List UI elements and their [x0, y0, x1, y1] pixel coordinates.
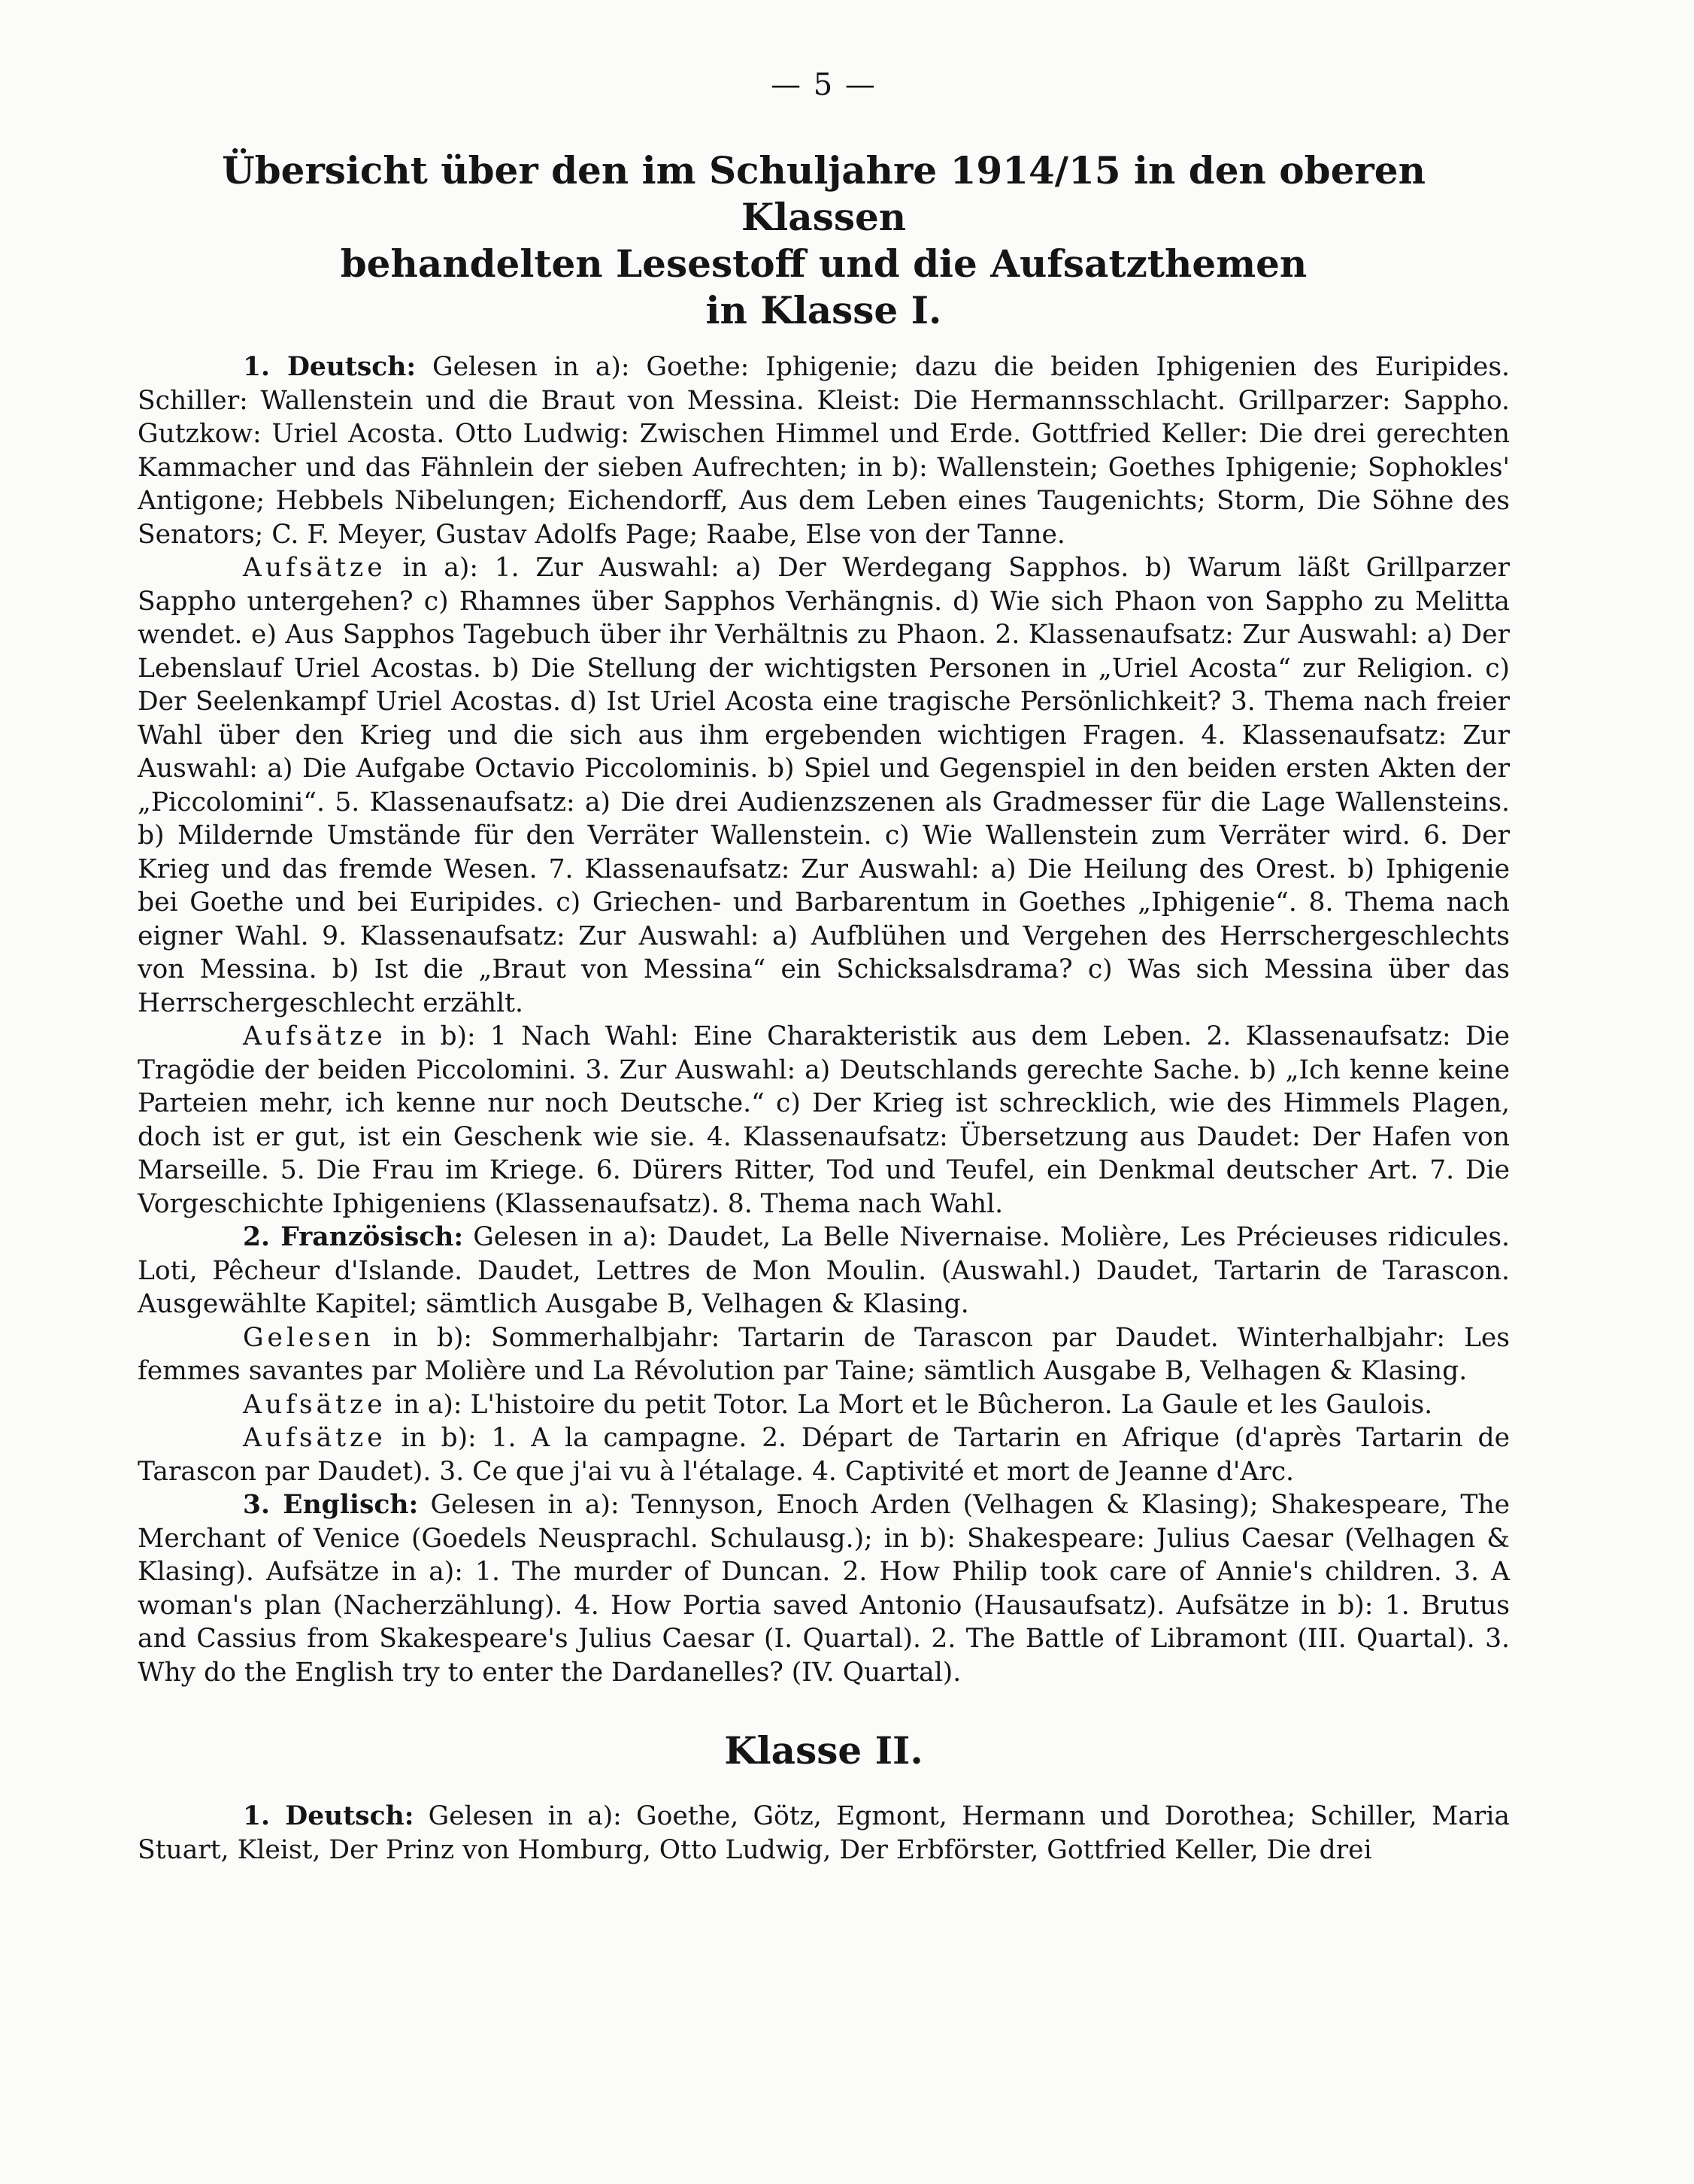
page-title: [138, 147, 1510, 334]
paragraph-lead: 1. Deutsch:: [243, 352, 417, 382]
paragraph-lead: 3. Englisch:: [243, 1490, 419, 1520]
paragraph-gelesen-b: [138, 1321, 1510, 1388]
class-ii-heading: Klasse II.: [724, 1728, 923, 1773]
paragraph-lead: Aufsätze: [243, 553, 386, 583]
paragraph-text: in a): 1. Zur Auswahl: a) Der Werdegang Sapphos. b) Warum läßt Grillparzer Sappho untergehen? c) Rhamnes über Sapphos Verhängnis. d) Wie sich Phaon von Sappho zu Melitta wendet. e) Aus Sapphos Tagebuch über ihr Verhältnis zu Phaon. 2. Klassenaufsatz: Zur Auswahl: a) Der Lebenslauf Uriel Acostas. b) Die Stellung der wichtigsten Personen in „Uriel Acosta“ zur Religion. c) Der Seelenkampf Uriel Acostas. d) Ist Uriel Acosta eine tragische Persönlichkeit? 3. Thema nach freier Wahl über den Krieg und die sich aus ihm ergebenden wichtigen Fragen. 4. Klassenaufsatz: Zur Auswahl: a) Die Aufgabe Octavio Piccolominis. b) Spiel und Gegenspiel in den beiden ersten Akten der „Piccolomini“. 5. Klassenaufsatz: a) Die drei Audienzszenen als Gradmesser für die Lage Wallensteins. b) Mildernde Umstände für den Verräter Wallenstein. c) Wie Wallenstein zum Verräter wird. 6. Der Krieg und das fremde Wesen. 7. Klassenaufsatz: Zur Auswahl: a) Die Heilung des Orest. b) Iphigenie bei Goethe und bei Euripides. c) Griechen- und Barbarentum in Goethes „Iphigenie“. 8. Thema nach eigner Wahl. 9. Klassenaufsatz: Zur Auswahl: a) Aufblühen und Vergehen des Herrschergeschlechts von Messina. b) Ist die „Braut von Messina“ ein Schicksalsdrama? c) Was sich Messina über das Herrschergeschlecht erzählt.: [138, 553, 1510, 1018]
paragraph-text: in b): Sommerhalbjahr: Tartarin de Tarascon par Daudet. Winterhalbjahr: Les femmes savantes par Molière und La Révolution par Taine; sämtlich Ausgabe B, Velhagen & Klasing.: [138, 1322, 1510, 1386]
paragraph-aufsaetze-b: [138, 1020, 1510, 1221]
paragraph-lead: 2. Französisch:: [243, 1222, 464, 1252]
title-line-2: behandelten Lesestoff und die Aufsatzthemen: [340, 241, 1308, 286]
paragraph-text: in a): L'histoire du petit Totor. La Mort et le Bûcheron. La Gaule et les Gaulois.: [386, 1389, 1433, 1420]
paragraph-deutsch: [138, 350, 1510, 551]
paragraph-lead: Aufsätze: [243, 1389, 386, 1420]
paragraph-lead: 1. Deutsch:: [243, 1801, 414, 1831]
paragraph-englisch: [138, 1488, 1510, 1689]
paragraph-text: in b): 1. A la campagne. 2. Départ de Tartarin en Afrique (d'après Tartarin de Tarascon par Daudet). 3. Ce que j'ai vu à l'étalage. 4. Captivité et mort de Jeanne d'Arc.: [138, 1423, 1510, 1487]
paragraph-class2-deutsch: [138, 1800, 1510, 1867]
paragraph-text: Gelesen in a): Tennyson, Enoch Arden (Velhagen & Klasing); Shakespeare, The Merchant of Venice (Goedels Neusprachl. Schulausg.); in b): Shakespeare: Julius Caesar (Velhagen & Klasing). Aufsätze in a): 1. The murder of Duncan. 2. How Philip took care of Annie's children. 3. A woman's plan (Nacherzählung). 4. How Portia saved Antonio (Hausaufsatz). Aufsätze in b): 1. Brutus and Cassius from Skakespeare's Julius Caesar (I. Quartal). 2. The Battle of Libramont (III. Quartal). 3. Why do the English try to enter the Dardanelles? (IV. Quartal).: [138, 1490, 1510, 1688]
paragraph-fr-aufsaetze-b: [138, 1421, 1510, 1488]
paragraph-lead: Gelesen: [243, 1322, 374, 1353]
paragraph-lead: Aufsätze: [243, 1021, 386, 1051]
paragraph-fr-aufsaetze-a: [138, 1388, 1510, 1422]
paragraph-text: Gelesen in a): Goethe: Iphigenie; dazu die beiden Iphigenien des Euripides. Schiller: Wallenstein und die Braut von Messina. Kleist: Die Hermannsschlacht. Grillparzer: Sappho. Gutzkow: Uriel Acosta. Otto Ludwig: Zwischen Himmel und Erde. Gottfried Keller: Die drei gerechten Kammacher und das Fähnlein der sieben Aufrechten; in b): Wallenstein; Goethes Iphigenie; Sophokles' Antigone; Hebbels Nibelungen; Eichendorff, Aus dem Leben eines Taugenichts; Storm, Die Söhne des Senators; C. F. Meyer, Gustav Adolfs Page; Raabe, Else von der Tanne.: [138, 352, 1510, 550]
paragraph-text: Gelesen in a): Daudet, La Belle Nivernaise. Molière, Les Précieuses ridicules. Loti, Pêcheur d'Islande. Daudet, Lettres de Mon Moulin. (Auswahl.) Daudet, Tartarin de Tarascon. Ausgewählte Kapitel; sämtlich Ausgabe B, Velhagen & Klasing.: [138, 1222, 1510, 1319]
page-number: — 5 —: [771, 68, 877, 102]
paragraph-aufsaetze-a: [138, 551, 1510, 1020]
title-line-3: in Klasse I.: [705, 288, 942, 332]
paragraph-text: in b): 1 Nach Wahl: Eine Charakteristik aus dem Leben. 2. Klassenaufsatz: Die Tragödie der beiden Piccolomini. 3. Zur Auswahl: a) Deutschlands gerechte Sache. b) „Ich kenne keine Parteien mehr, ich kenne nur noch Deutsche.“ c) Der Krieg ist schrecklich, wie des Himmels Plagen, doch ist er gut, ist ein Geschenk wie sie. 4. Klassenaufsatz: Übersetzung aus Daudet: Der Hafen von Marseille. 5. Die Frau im Kriege. 6. Dürers Ritter, Tod und Teufel, ein Denkmal deutscher Art. 7. Die Vorgeschichte Iphigeniens (Klassenaufsatz). 8. Thema nach Wahl.: [138, 1021, 1510, 1219]
paragraph-lead: Aufsätze: [243, 1423, 386, 1453]
title-line-1: Übersicht über den im Schuljahre 1914/15 in den oberen Klassen: [222, 148, 1426, 239]
paragraph-text: Gelesen in a): Goethe, Götz, Egmont, Hermann und Dorothea; Schiller, Maria Stuart, Kleist, Der Prinz von Homburg, Otto Ludwig, Der Erbförster, Gottfried Keller, Die drei: [138, 1801, 1510, 1865]
paragraph-franzoesisch: [138, 1221, 1510, 1321]
